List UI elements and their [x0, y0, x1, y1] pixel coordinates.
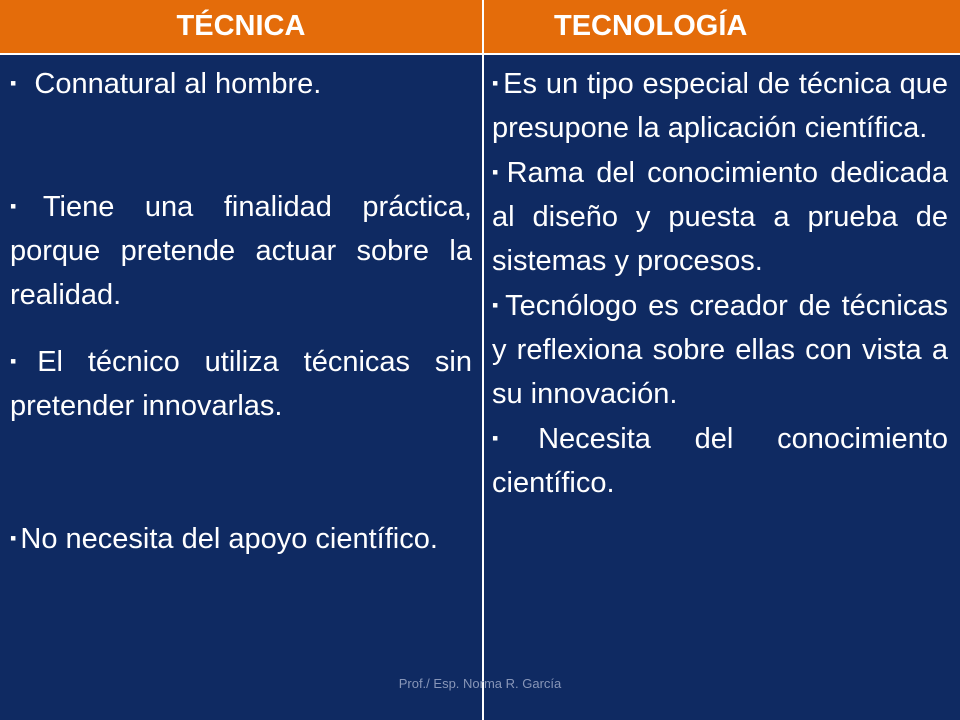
square-bullet-icon: ▪ [10, 528, 17, 548]
list-item: ▪ Tecnólogo es creador de técnicas y reflexiona sobre ellas con vista a su innovación. [492, 290, 948, 410]
list-item: ▪ Connatural al hombre. [10, 68, 322, 100]
column-tecnologia [484, 55, 960, 720]
header-tecnica: TÉCNICA [0, 0, 484, 55]
list-item: ▪ Rama del conocimiento dedicada al diseño y puesta a prueba de sistemas y procesos. [492, 157, 949, 277]
square-bullet-icon: ▪ [10, 73, 17, 93]
column-tecnica [0, 55, 484, 720]
square-bullet-icon: ▪ [492, 428, 535, 448]
list-item: ▪ Tiene una finalidad práctica, porque pretende actuar sobre la realidad. [10, 191, 472, 311]
square-bullet-icon: ▪ [492, 73, 500, 93]
square-bullet-icon: ▪ [492, 162, 503, 182]
list-item: ▪ El técnico utiliza técnicas sin pretender innovarlas. [10, 346, 472, 422]
list-item: ▪ Es un tipo especial de técnica que presupone la aplicación científica. [492, 68, 948, 144]
footer-author: Prof./ Esp. Norma R. García [398, 676, 562, 691]
list-item: ▪ No necesita del apoyo científico. [10, 523, 438, 555]
header-tecnologia: TECNOLOGÍA [484, 0, 960, 55]
square-bullet-icon: ▪ [492, 295, 502, 315]
list-item: ▪ Necesita del conocimiento científico. [492, 423, 949, 499]
square-bullet-icon: ▪ [10, 351, 34, 371]
square-bullet-icon: ▪ [10, 196, 39, 216]
